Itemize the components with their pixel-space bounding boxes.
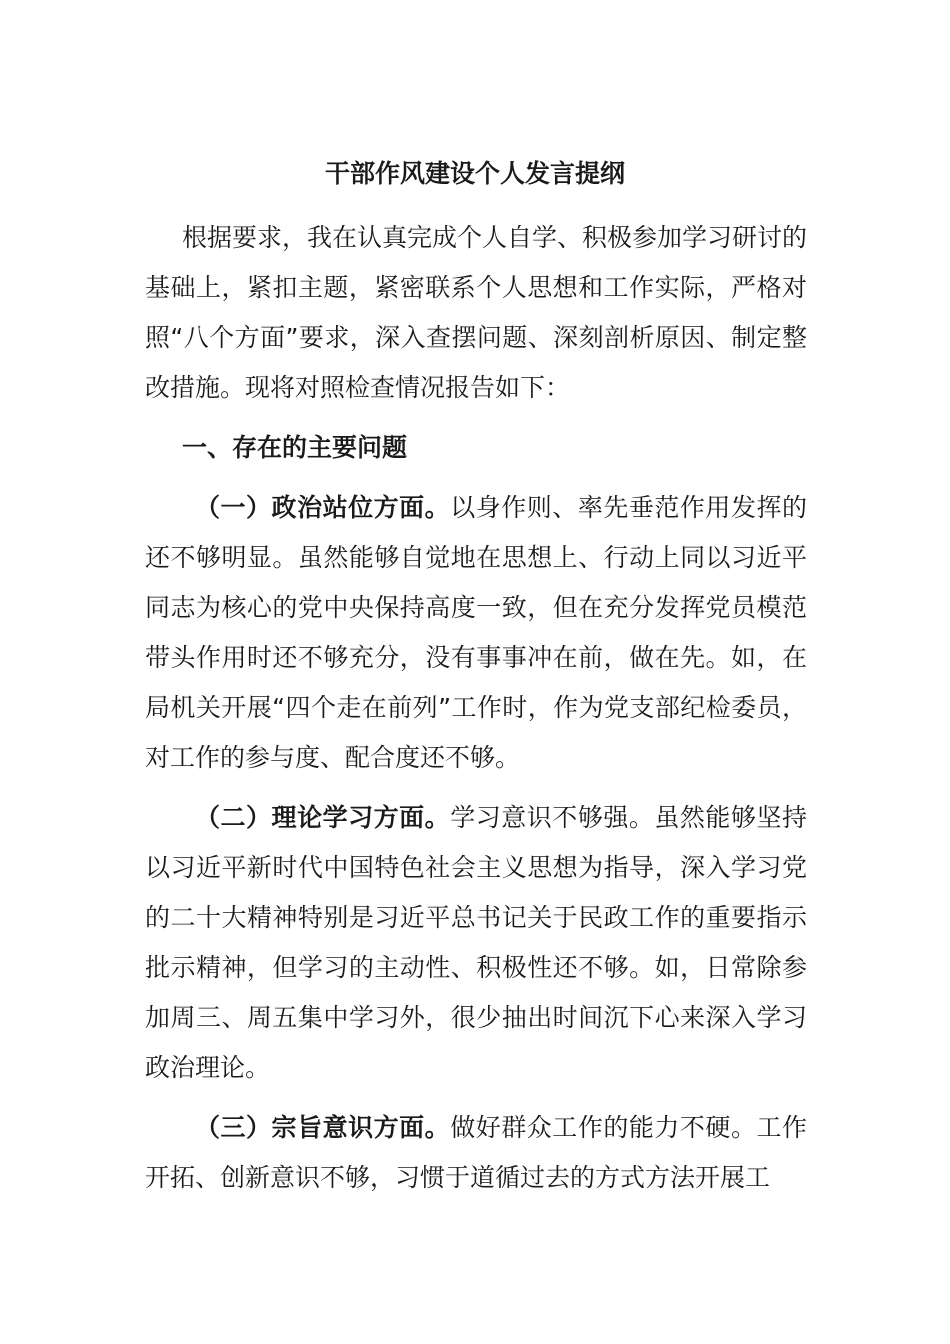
document-body: [145, 213, 807, 1203]
intro-paragraph: 根据要求，我在认真完成个人自学、积极参加学习研讨的基础上，紧扣主题，紧密联系个人思想和工作实际，严格对照“八个方面”要求，深入查摆问题、深刻剖析原因、制定整改措施。现将对照检查情况报告如下：: [145, 223, 808, 402]
item-paragraph-3: [145, 1103, 807, 1203]
item-text-1: 以身作则、率先垂范作用发挥的还不够明显。虽然能够自觉地在思想上、行动上同以习近平同志为核心的党中央保持高度一致，但在充分发挥党员模范带头作用时还不够充分，没有事事冲在前，做在先。如，在局机关开展“四个走在前列”工作时，作为党支部纪检委员，对工作的参与度、配合度还不够。: [145, 493, 807, 772]
item-text-3: 做好群众工作的能力不硬。工作开拓、创新意识不够，习惯于道循过去的方式方法开展工: [145, 1113, 807, 1192]
item-text-2: 学习意识不够强。虽然能够坚持以习近平新时代中国特色社会主义思想为指导，深入学习党的二十大精神特别是习近平总书记关于民政工作的重要指示批示精神，但学习的主动性、积极性还不够。如，日常除参加周三、周五集中学习外，很少抽出时间沉下心来深入学习政治理论。: [145, 803, 807, 1082]
item-paragraph-1: [145, 483, 807, 783]
item-lead-3: （三）宗旨意识方面。: [195, 1113, 451, 1142]
item-paragraph-2: [145, 793, 807, 1093]
document-title: 干部作风建设个人发言提纲: [324, 159, 625, 188]
item-lead-2: （二）理论学习方面。: [195, 803, 451, 832]
item-lead-1: （一）政治站位方面。: [195, 493, 451, 522]
section-heading: 一、存在的主要问题: [182, 433, 408, 462]
